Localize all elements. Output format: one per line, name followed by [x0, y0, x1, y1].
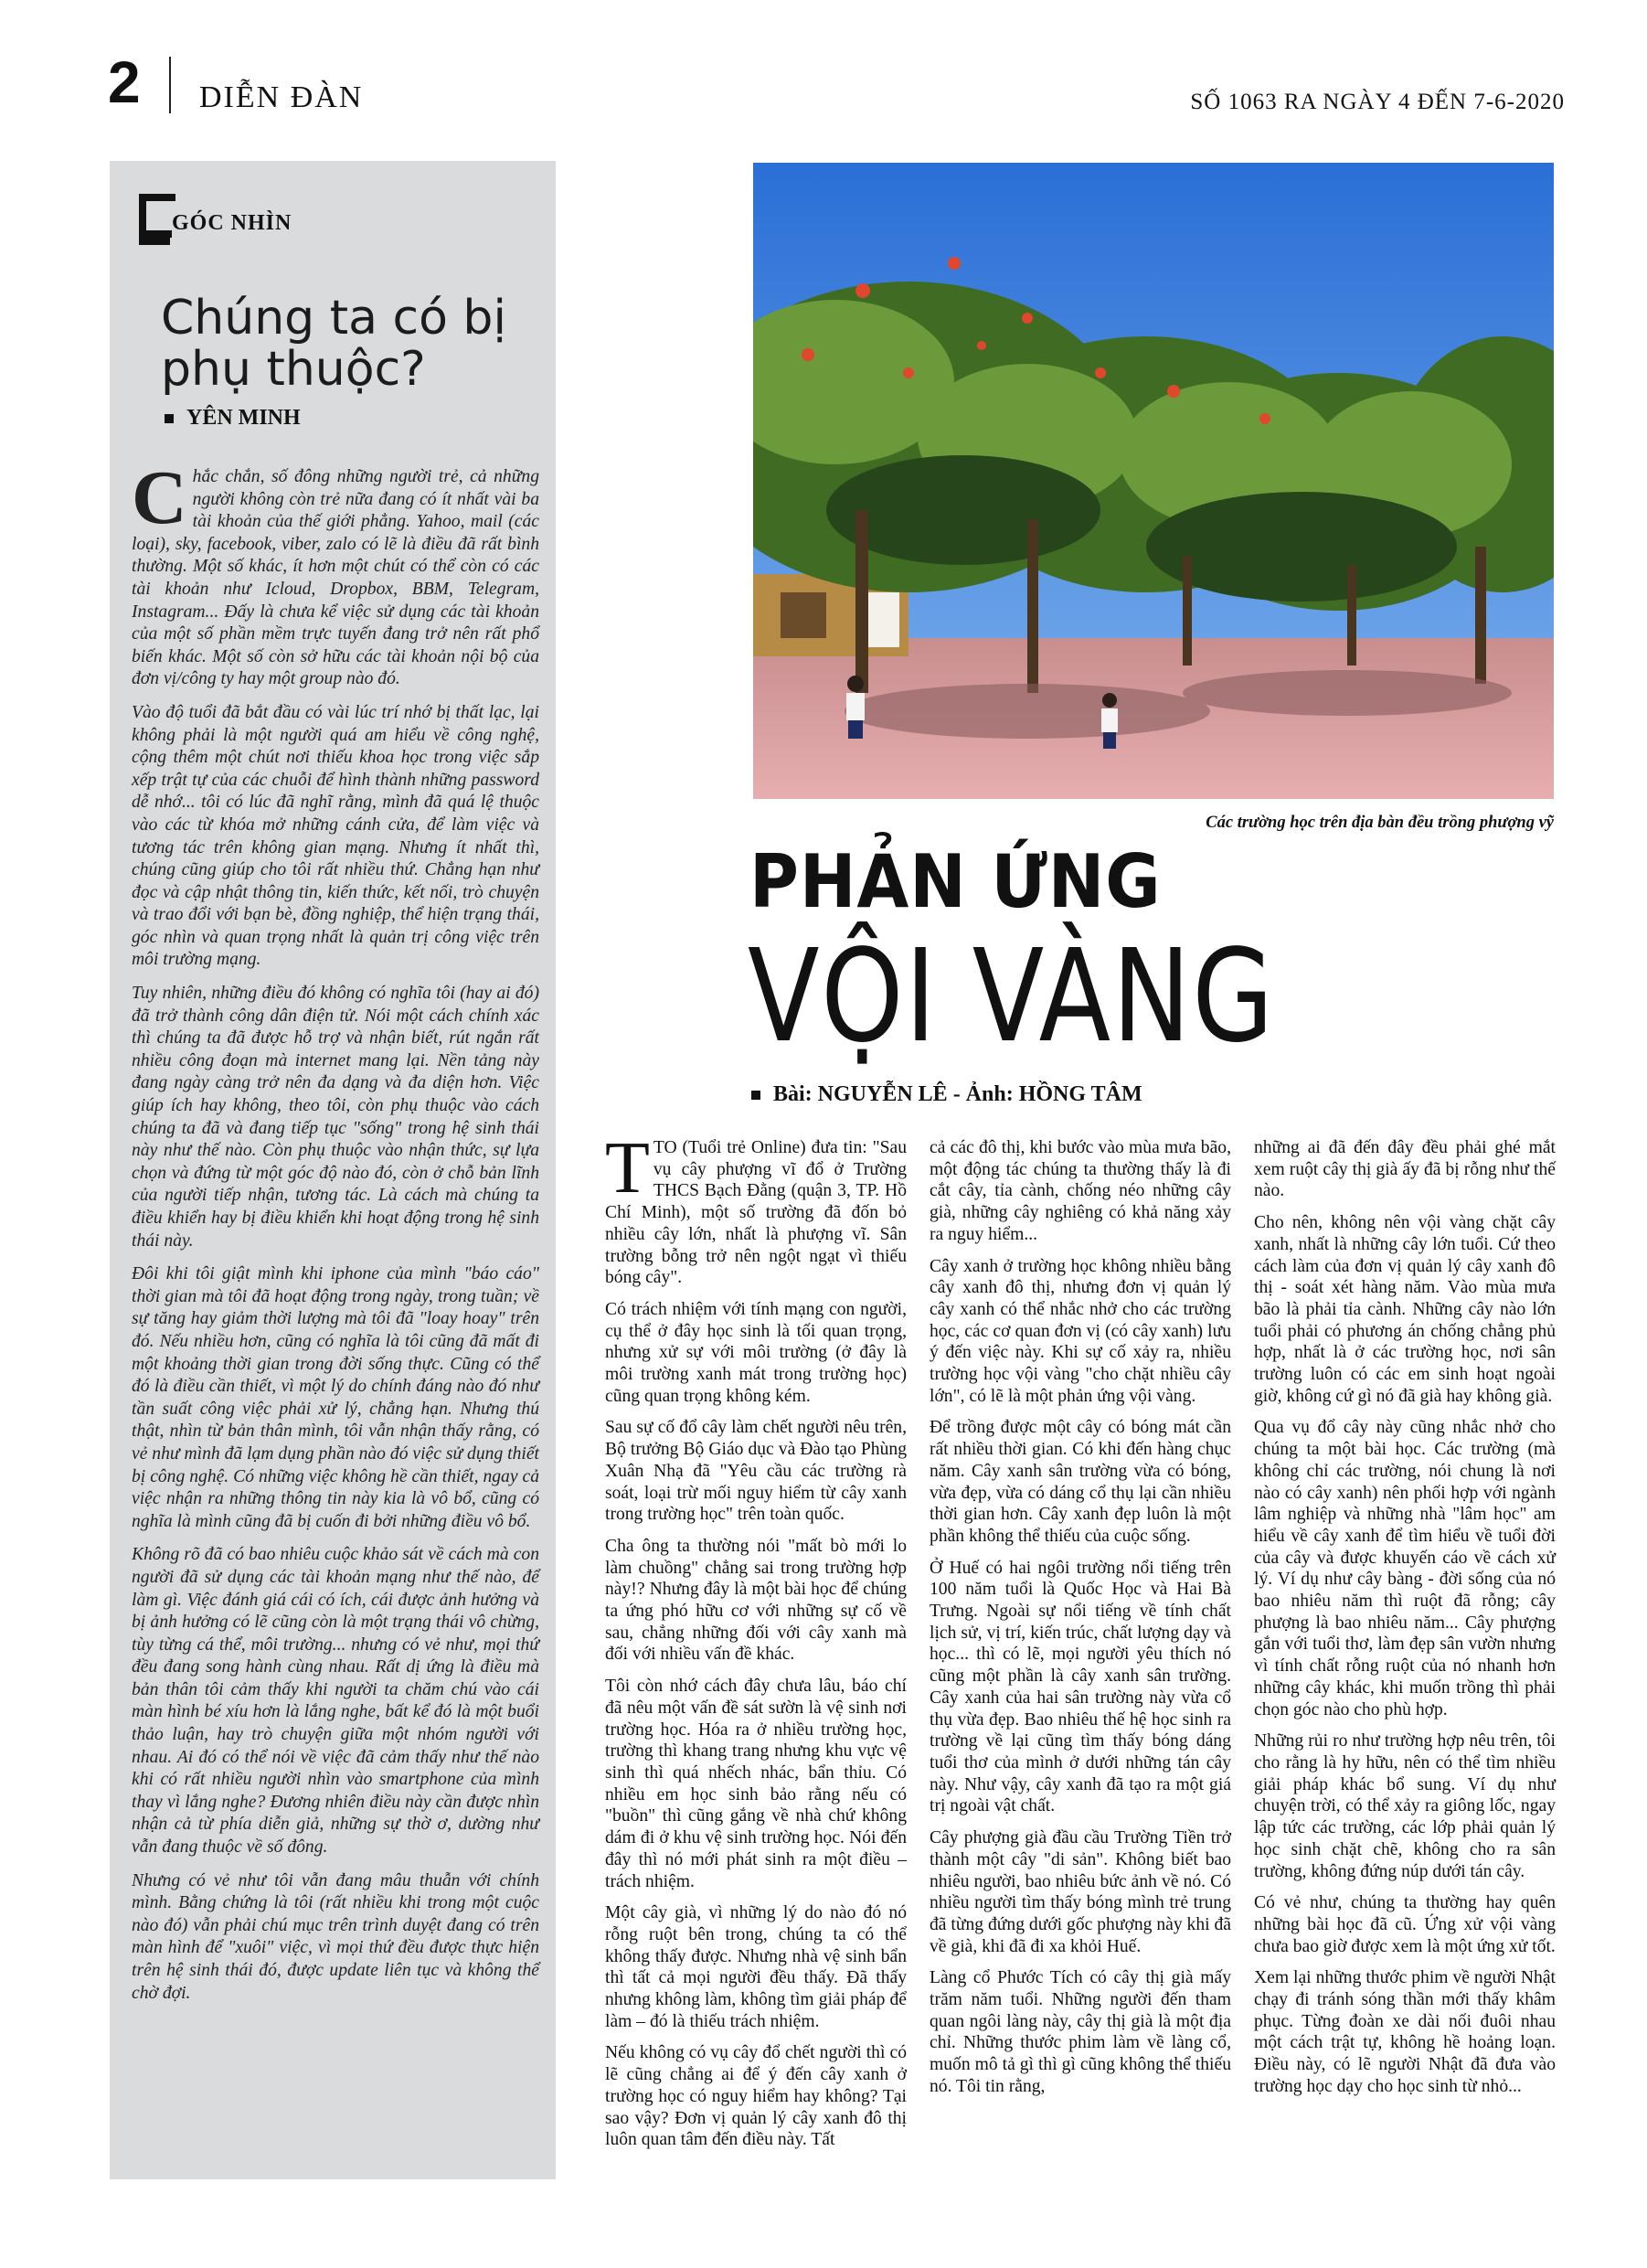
sidebar-paragraph: Đôi khi tôi giật mình khi iphone của mình "báo cáo" thời gian mà tôi đã hoạt động trong ngày, trong tuần; về sự tăng hay giảm thời lượng mà tôi đã "loay hoay" trên đó. Nếu nhiều hơn, cũng có nghĩa là tôi cũng đã mất đi một khoảng thời gian trong đời sống thực. Cũng có thể đó là điều cần thiết, vì một lý do chính đáng nào đó như tần suất công việc phải xử lý, chẳng hạn. Nhưng thú thật, nhìn từ bản thân mình, tôi vẫn nhận thấy rằng, có vẻ như mình đã lạm dụng phần nào đó việc sử dụng thiết bị công nghệ. Có những việc không hề cần thiết, ngay cả việc nhận ra những thông tin này kia là vô bổ, cũng có nghĩa là mình cũng đã bị cuốn đi bởi những điều vô bổ. [132, 1264, 539, 1531]
sidebar-author [165, 406, 301, 431]
page-number: 2 [108, 49, 141, 115]
article-paragraph: Ở Huế có hai ngôi trường nổi tiếng trên 100 năm tuổi là Quốc Học và Hai Bà Trưng. Ngoài sự nổi tiếng về tính chất lịch sử, vị trí, kiến trúc, chất lượng dạy và học... thì có lẽ, mọi người yêu thích nó cũng một phần là cây xanh sân trường. Cây xanh của hai sân trường này vừa cổ thụ vừa đẹp. Bao nhiêu thế hệ học sinh ra trường về lại cũng tìm thấy bóng dáng tuổi thơ của mình ở dưới những tán cây này. Như vậy, cây xanh đã tạo ra một giá trị ngoài vật chất. [930, 1558, 1231, 1816]
article-paragraph: Sau sự cố đổ cây làm chết người nêu trên, Bộ trưởng Bộ Giáo dục và Đào tạo Phùng Xuân Nhạ đã "Yêu cầu các trường rà soát, loại trừ mối nguy hiểm từ cây xanh trong trường học" trên toàn quốc. [605, 1418, 907, 1525]
article-paragraph: Xem lại những thước phim về người Nhật chạy đi tránh sóng thần mới thấy khâm phục. Từng đoàn xe dài nối đuôi nhau một cách trật tự, không hề hoảng loạn. Điều này, có lẽ người Nhật đã đưa vào trường học dạy cho học sinh từ nhỏ... [1254, 1968, 1556, 2096]
section-marker-bottom [139, 230, 172, 238]
article-paragraph: Cho nên, không nên vội vàng chặt cây xanh, nhất là những cây lớn tuổi. Cứ theo cách làm của đơn vị quản lý cây xanh đô thị - soát xét hàng năm. Vào mùa mưa bão là phải tỉa cành. Những cây nào lớn tuổi phải có phương án chống chẳng phủ hợp, nhất là ở các trường học, nơi sân trường luôn có các em sinh hoạt ngoài giờ, không cứ gì nó đã già hay không già. [1254, 1213, 1556, 1406]
article-paragraph: Để trồng được một cây có bóng mát cần rất nhiều thời gian. Có khi đến hàng chục năm. Cây xanh sân trường vừa có bóng, vừa đẹp, vừa có dáng cổ thụ lại cần nhiều thời gian hơn. Cây xanh đẹp luôn là một phần không thể thiếu của cuộc sống. [930, 1418, 1231, 1546]
section-marker-top [139, 194, 175, 201]
article-paragraph: Có vẻ như, chúng ta thường hay quên những bài học đã cũ. Ứng xử vội vàng chưa bao giờ được xem là một ứng xử tốt. [1254, 1893, 1556, 1956]
article-paragraph: Cây xanh ở trường học không nhiều bằng cây xanh đô thị, nhưng đơn vị quản lý cây xanh có thể nhắc nhở cho các trường học, các cơ quan đơn vị (có cây xanh) lưu ý đến việc này. Khi sự cố xảy ra, nhiều trường học vội vàng "cho chặt nhiều cây lớn", có lẽ là một phản ứng vội vàng. [930, 1256, 1231, 1406]
article-column-2 [930, 1137, 1231, 2179]
section-title: DIỄN ĐÀN [199, 80, 364, 114]
article-body [605, 1128, 1556, 2179]
schoolyard-photo [753, 163, 1554, 799]
article-paragraph: Những rủi ro như trường hợp nêu trên, tôi cho rằng là hy hữu, nên có thể tìm nhiều giải pháp khác bổ sung. Ví dụ như chuyện trời, có thể xảy ra giông lốc, ngay lập tức các trường, các lớp phải quản lý học sinh chặt chẽ, không cho ra sân trường, không đứng núp dưới tán cây. [1254, 1731, 1556, 1881]
sidebar-paragraph: Tuy nhiên, những điều đó không có nghĩa tôi (hay ai đó) đã trở thành công dân điện tử. Nói một cách chính xác thì chúng ta đã được hỗ trợ và nhận biết, rút ngắn rất nhiều công đoạn mà internet mang lại. Nền tảng này đang ngày càng trở nên đa dạng và đa diện hơn. Việc giúp ích hay không, theo tôi, còn phụ thuộc vào cách chúng ta đã và đang tiếp tục "sống" trong hệ sinh thái này như thế nào. Còn phụ thuộc vào nhận thức, sự lựa chọn và đứng từ một góc độ nào đó, còn ở chỗ bản lĩnh của người tiếp nhận, tương tác. Là cách mà chúng ta điều khiển hay bị điều khiển khi hoạt động trong hệ sinh thái này. [132, 984, 539, 1251]
headline-line-1: PHẢN ỨNG [749, 839, 1162, 924]
sidebar-paragraph [132, 455, 539, 691]
article-byline [751, 1082, 1142, 1107]
article-paragraph: Cây phượng già đầu cầu Trường Tiền trở thành một cây "di sản". Không biết bao nhiêu người, bao nhiêu bức ảnh về nó. Có nhiều người tìm thấy bóng mình trẻ trung đã từng đứng dưới gốc phượng này khi đã về già, khi đã đi xa khỏi Huế. [930, 1828, 1231, 1956]
headline-line-2: VỘI VÀNG [748, 922, 1275, 1071]
sidebar-title: Chúng ta có bị phụ thuộc? [161, 291, 506, 397]
sidebar-paragraph: Vào độ tuổi đã bắt đầu có vài lúc trí nhớ bị thất lạc, lại không phải là một người quá am hiểu về công nghệ, cộng thêm một chút nơi thiếu khoa học trong việc sắp xếp trật tự của các chuỗi để hình thành những password dễ nhớ... tôi có lúc đã nghĩ rằng, mình đã quá lệ thuộc vào các từ khóa mở những cánh cửa, để làm việc và tương tác trên không gian mạng. Nhưng ít nhất thì, chúng cũng giúp cho tôi rất nhiều thứ. Chẳng hạn như đọc và cập nhật thông tin, kiến thức, kết nối, trò chuyện và trao đổi với bạn bè, đồng nghiệp, thể hiện trạng thái, góc nhìn và quan trọng nhất là quản trị công việc trên môi trường mạng. [132, 702, 539, 970]
bullet-icon [165, 414, 174, 423]
article-paragraph: Cha ông ta thường nói "mất bò mới lo làm chuồng" chẳng sai trong trường hợp này!? Nhưng đây là một bài học để chúng ta ứng phó hữu cơ với những sự cố về sau, chẳng những đối với cây xanh mà đối với nhiều vấn đề khác. [605, 1536, 907, 1665]
bullet-icon [751, 1091, 760, 1100]
sidebar-body [132, 455, 539, 2016]
article-paragraph: Qua vụ đổ cây này cũng nhắc nhở cho chúng ta một bài học. Các trường (mà không chỉ các trường, nói chung là nơi nào có cây xanh) nên phối hợp với ngành lâm nghiệp và những nhà "lâm học" am hiểu về cây xanh để tìm hiểu về tuổi đời của cây và được khuyến cáo về cách xử lý. Ví dụ như cây bàng - đời sống của nó bao nhiêu năm thì ruột đã rỗng; cây phượng là bao nhiêu năm... Cây phượng gắn với tuổi thơ, làm đẹp sân vườn nhưng vì tính chất rỗng ruột của nó nhanh hơn những cây khác, khi muốn trồng thì phải chọn góc nào cho phù hợp. [1254, 1418, 1556, 1720]
sidebar-paragraph: Không rõ đã có bao nhiêu cuộc khảo sát về cách mà con người đã sử dụng các tài khoản mạng như thế nào, để làm gì. Việc đánh giá cái có ích, cái được ảnh hưởng và bị ảnh hưởng có lẽ cũng còn là một trạng thái vô chừng, tùy từng cá thể, môi trường... nhưng có vẻ như, mọi thứ đều đang song hành cùng nhau. Rất dị ứng là điều mà bản thân tôi cảm thấy khi người ta chăm chú vào cái màn hình bé xíu hơn là lắng nghe, bất kể đó là một buổi thảo luận, hay trò chuyện giữa một nhóm người với nhau. Ai đó có thể nói về việc đã cảm thấy như thế nào khi có rất nhiều người nhìn vào smartphone của mình thay vì lắng nghe? Đương nhiên điều này cần được nhìn nhận cả từ phía diễn giả, những sự thờ ơ, dường như vẫn đang thuộc về số đông. [132, 1545, 539, 1858]
sidebar-paragraph: Nhưng có vẻ như tôi vẫn đang mâu thuẫn với chính mình. Bằng chứng là tôi (rất nhiều khi trong một cuộc nào đó) vẫn phải chú mục trên trình duyệt đang có trên màn hình để "xuôi" việc, vì mọi thứ đều được thực hiện trên hệ sinh thái đó, được update liên tục và không thể chờ đợi. [132, 1870, 539, 2003]
article-paragraph: Có trách nhiệm với tính mạng con người, cụ thể ở đây học sinh là tối quan trọng, nhưng xử sự với môi trường (ở đây là môi trường xanh mát trong trường học) cũng quan trọng không kém. [605, 1299, 907, 1406]
article-column-1 [605, 1128, 907, 2179]
article-dropcap: T [605, 1128, 650, 1209]
column-label: GÓC NHÌN [172, 211, 292, 235]
article-column-3 [1254, 1137, 1556, 2179]
article-paragraph: những ai đã đến đây đều phải ghé mắt xem ruột cây thị già ấy đã bị rỗng như thế nào. [1254, 1138, 1556, 1201]
article-paragraph: Tôi còn nhớ cách đây chưa lâu, báo chí đã nêu một vấn đề sát sườn là vệ sinh nơi trường học. Hóa ra ở nhiều trường học, trường thì khang trang nhưng khu vực vệ sinh thì quá nhếch nhác, bẩn thỉu. Có nhiều em học sinh bảo rằng nếu có "buồn" thì cũng gắng về nhà chứ không dám đi ở khu vệ sinh trường học. Nói đến đây thì nó mới phát sinh ra một điều – trách nhiệm. [605, 1677, 907, 1891]
article-paragraph-text: TO (Tuổi trẻ Online) đưa tin: "Sau vụ cây phượng vĩ đổ ở Trường THCS Bạch Đằng (quận 3, TP. Hồ Chí Minh), một số trường đã đốn bỏ nhiều cây lớn, nhất là phượng vĩ. Sân trường bỗng trở nên ngột ngạt vì thiếu bóng cây". [605, 1138, 907, 1288]
article-paragraph [605, 1128, 907, 1289]
sidebar-column [110, 161, 556, 2179]
sidebar-author-name: YÊN MINH [186, 406, 301, 430]
issue-info: SỐ 1063 RA NGÀY 4 ĐẾN 7-6-2020 [1190, 90, 1565, 114]
article-paragraph: Nếu không có vụ cây đổ chết người thì có lẽ cũng chẳng ai để ý đến cây xanh ở trường học có nguy hiểm hay không? Tại sao vậy? Đơn vị quản lý cây xanh đô thị luôn quan tâm đến điều này. Tất [605, 2043, 907, 2150]
article-paragraph: cả các đô thị, khi bước vào mùa mưa bão, một động tác chúng ta thường thấy là đi cắt cây, tỉa cành, chống néo những cây già, những cây nghiêng có khả năng xảy ra nguy hiểm... [930, 1138, 1231, 1244]
article-paragraph: Làng cổ Phước Tích có cây thị già mấy trăm năm tuổi. Những người đến tham quan ngôi làng này, cây thị già là một địa chỉ. Những thước phim làm về làng cổ, muốn mô tả gì thì gì cũng không thể thiếu nó. Tôi tin rằng, [930, 1968, 1231, 2096]
sidebar-paragraph-text: hắc chắn, số đông những người trẻ, cả những người không còn trẻ nữa đang có ít nhất vài ba tài khoản của thế giới phẳng. Yahoo, mail (các loại), sky, facebook, viber, zalo có lẽ là điều đã rất bình thường. Một số khác, ít hơn một chút có thể còn có các tài khoản như Icloud, Dropbox, BBM, Telegram, Instagram... Đấy là chưa kể việc sử dụng các tài khoản của một số phần mềm trực tuyến đang trở nên rất phổ biến khác. Một số còn sở hữu các tài khoản nội bộ của đơn vị/công ty hay một group nào đó. [132, 467, 539, 689]
article-paragraph: Một cây già, vì những lý do nào đó nó rỗng ruột bên trong, chúng ta có thể không thấy được. Nhưng nhà vệ sinh bẩn thì tất cả mọi người đều thấy. Đã thấy nhưng không làm, không tìm giải pháp để làm – đó là thiếu trách nhiệm. [605, 1903, 907, 2031]
article-byline-text: Bài: NGUYỄN LÊ - Ảnh: HỒNG TÂM [773, 1082, 1142, 1106]
photo-caption: Các trường học trên địa bàn đều trồng phượng vỹ [1206, 814, 1554, 832]
sidebar-dropcap: C [132, 455, 187, 540]
header-divider [169, 57, 171, 113]
